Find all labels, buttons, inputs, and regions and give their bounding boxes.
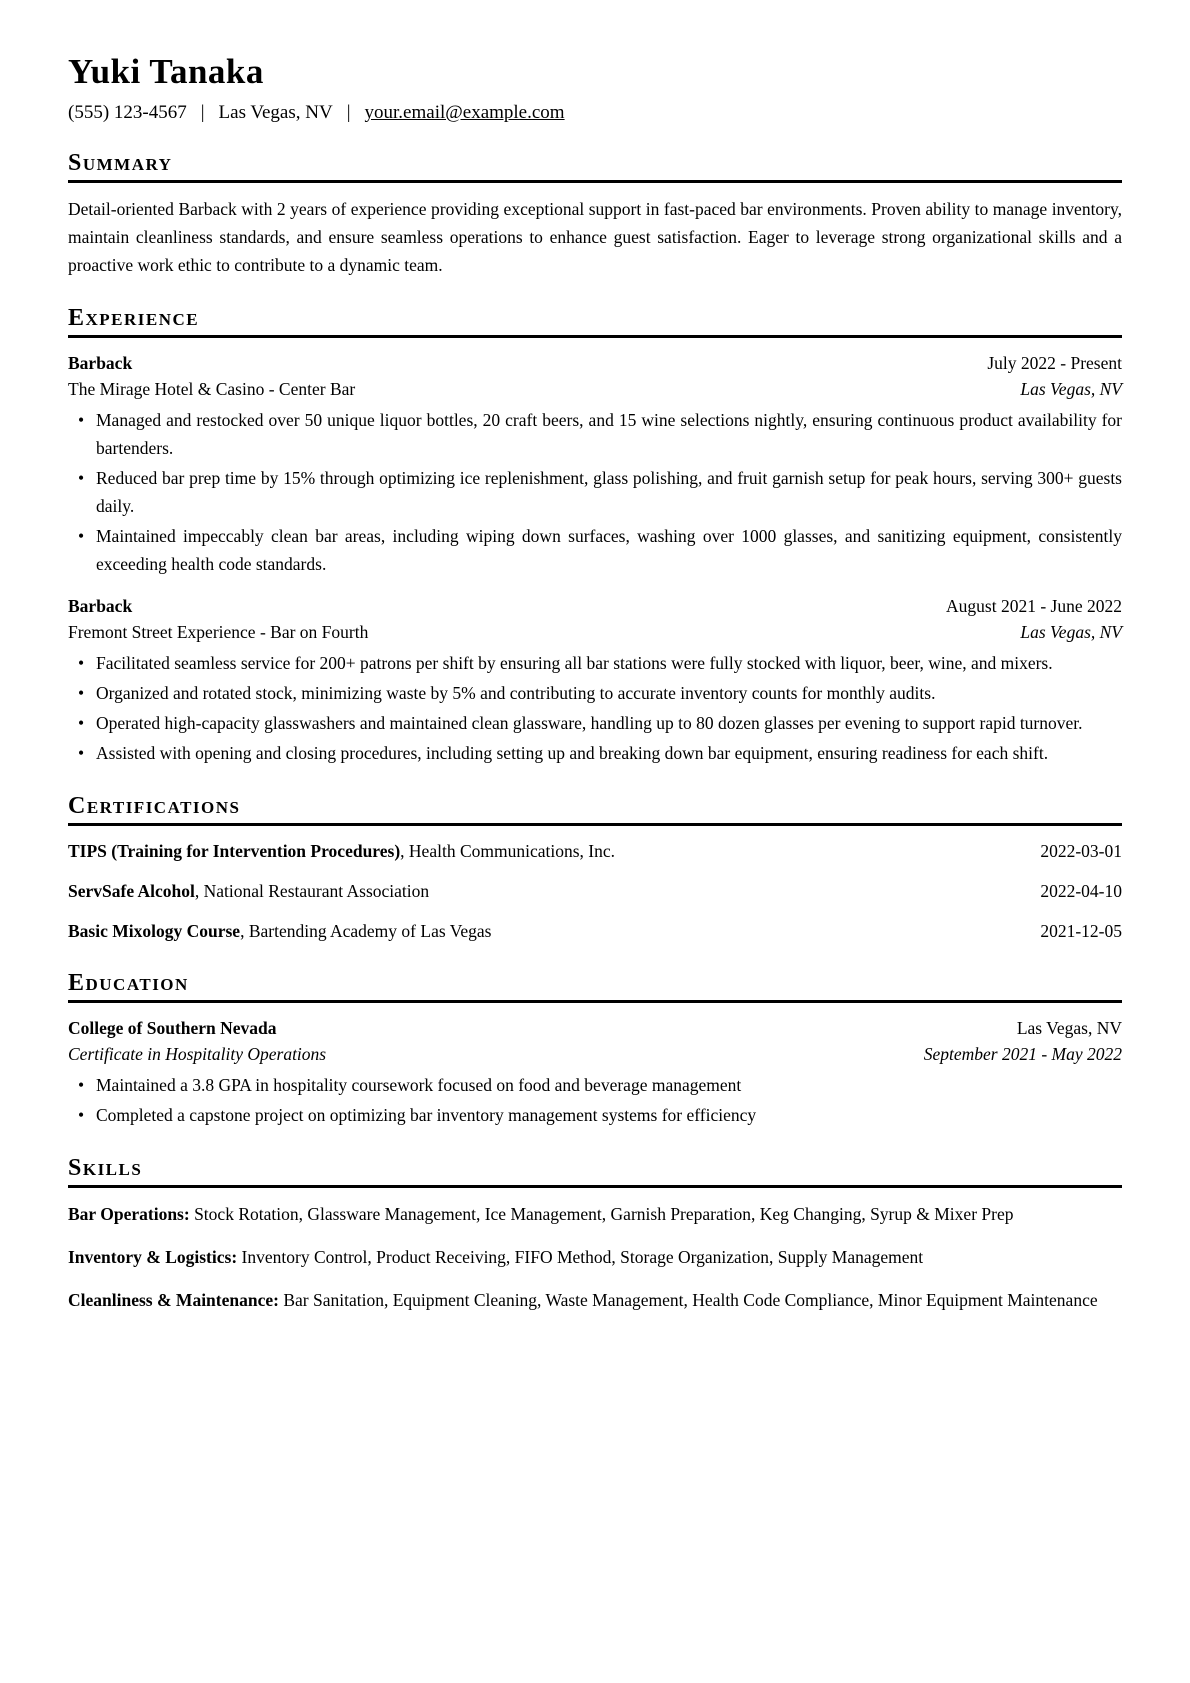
- job-bullet: • Reduced bar prep time by 15% through optimizing ice replenishment, glass polishing, and fruit garnish setup for peak hours, serving 300+ guests daily.: [68, 464, 1122, 520]
- section-skills: [68, 1155, 1122, 1314]
- job-company: The Mirage Hotel & Casino - Center Bar: [68, 379, 356, 399]
- experience-entry: [68, 350, 1122, 578]
- job-company: Fremont Street Experience - Bar on Fourth: [68, 622, 369, 642]
- certification-text: [68, 878, 429, 904]
- job-company-row: [68, 376, 1122, 402]
- certification-text: [68, 918, 492, 944]
- section-rule: [68, 1000, 1122, 1003]
- job-bullet: • Managed and restocked over 50 unique liquor bottles, 20 craft beers, and 15 wine selections nightly, ensuring continuous product availability for bartenders.: [68, 406, 1122, 462]
- certification-date: 2022-04-10: [1040, 881, 1122, 901]
- job-bullets: [68, 649, 1122, 767]
- education-heading: Education: [68, 970, 189, 996]
- section-rule: [68, 180, 1122, 183]
- certification-date: 2021-12-05: [1040, 921, 1122, 941]
- certification-name: ServSafe Alcohol: [68, 881, 195, 901]
- skill-group: [68, 1286, 1122, 1314]
- section-rule: [68, 823, 1122, 826]
- job-bullet: • Operated high-capacity glasswashers and maintained clean glassware, handling up to 80 dozen glasses per evening to support rapid turnover.: [68, 709, 1122, 737]
- certification-name: TIPS (Training for Intervention Procedures): [68, 841, 401, 861]
- school-row: [68, 1015, 1122, 1041]
- summary-heading: Summary: [68, 150, 173, 176]
- job-location: Las Vegas, NV: [1020, 379, 1122, 399]
- skill-group-items: Bar Sanitation, Equipment Cleaning, Waste Management, Health Code Compliance, Minor Equipment Maintenance: [278, 1290, 1098, 1310]
- job-bullet: • Facilitated seamless service for 200+ patrons per shift by ensuring all bar stations were fully stocked with liquor, beer, wine, and mixers.: [68, 649, 1122, 677]
- certification-text: [68, 838, 615, 864]
- contact-separator: |: [346, 102, 351, 123]
- job-company-row: [68, 619, 1122, 645]
- skill-group-label: Inventory & Logistics:: [68, 1247, 238, 1267]
- job-location: Las Vegas, NV: [1020, 622, 1122, 642]
- education-entry: [68, 1015, 1122, 1129]
- skill-group: [68, 1200, 1122, 1228]
- skill-group-label: Bar Operations:: [68, 1204, 190, 1224]
- certification-issuer: , Health Communications, Inc.: [400, 841, 615, 861]
- education-dates: September 2021 - May 2022: [923, 1044, 1122, 1064]
- experience-entry: [68, 593, 1122, 767]
- skill-group-label: Cleanliness & Maintenance:: [68, 1290, 279, 1310]
- section-certifications: [68, 793, 1122, 944]
- section-education: [68, 970, 1122, 1129]
- skill-group-items: Stock Rotation, Glassware Management, Ice Management, Garnish Preparation, Keg Changing, Syrup & Mixer Prep: [189, 1204, 1014, 1224]
- job-title: Barback: [68, 596, 133, 616]
- certifications-heading: Certifications: [68, 793, 241, 819]
- section-summary: [68, 150, 1122, 279]
- certification-issuer: , National Restaurant Association: [194, 881, 430, 901]
- job-title-row: [68, 350, 1122, 376]
- skill-group: [68, 1243, 1122, 1271]
- degree-row: [68, 1041, 1122, 1067]
- contact-separator: |: [200, 102, 205, 123]
- certification-row: [68, 878, 1122, 904]
- job-bullet: • Maintained impeccably clean bar areas, including wiping down surfaces, washing over 1000 glasses, and sanitizing equipment, consistently exceeding health code standards.: [68, 522, 1122, 578]
- certification-row: [68, 918, 1122, 944]
- education-bullet: • Completed a capstone project on optimizing bar inventory management systems for efficiency: [68, 1101, 1122, 1129]
- experience-heading: Experience: [68, 305, 200, 331]
- phone-number: (555) 123-4567: [68, 102, 187, 123]
- contact-line: [68, 102, 1122, 124]
- education-bullets: [68, 1071, 1122, 1129]
- certification-date: 2022-03-01: [1040, 841, 1122, 861]
- certification-row: [68, 838, 1122, 864]
- certification-issuer: , Bartending Academy of Las Vegas: [240, 921, 492, 941]
- job-bullet: • Organized and rotated stock, minimizing waste by 5% and contributing to accurate inventory counts for monthly audits.: [68, 679, 1122, 707]
- job-title-row: [68, 593, 1122, 619]
- skills-heading: Skills: [68, 1155, 143, 1181]
- section-rule: [68, 1185, 1122, 1188]
- school-name: College of Southern Nevada: [68, 1018, 277, 1038]
- section-experience: [68, 305, 1122, 767]
- job-dates: August 2021 - June 2022: [946, 596, 1122, 616]
- job-bullet: • Assisted with opening and closing procedures, including setting up and breaking down bar equipment, ensuring readiness for each shift.: [68, 739, 1122, 767]
- summary-text: Detail-oriented Barback with 2 years of experience providing exceptional support in fast-paced bar environments. Proven ability to manage inventory, maintain cleanliness standards, and ensure seamless operations to enhance guest satisfaction. Eager to leverage strong organizational skills and a proactive work ethic to contribute to a dynamic team.: [68, 199, 1122, 275]
- email-link[interactable]: your.email@example.com: [364, 102, 565, 123]
- section-rule: [68, 335, 1122, 338]
- candidate-name: Yuki Tanaka: [68, 52, 264, 91]
- education-bullet: • Maintained a 3.8 GPA in hospitality coursework focused on food and beverage management: [68, 1071, 1122, 1099]
- location-text: Las Vegas, NV: [218, 102, 333, 123]
- job-bullets: [68, 406, 1122, 578]
- school-location: Las Vegas, NV: [1016, 1018, 1122, 1038]
- degree-name: Certificate in Hospitality Operations: [68, 1044, 327, 1064]
- certification-name: Basic Mixology Course: [68, 921, 241, 941]
- skill-group-items: Inventory Control, Product Receiving, FIFO Method, Storage Organization, Supply Management: [237, 1247, 924, 1267]
- job-dates: July 2022 - Present: [987, 353, 1122, 373]
- job-title: Barback: [68, 353, 133, 373]
